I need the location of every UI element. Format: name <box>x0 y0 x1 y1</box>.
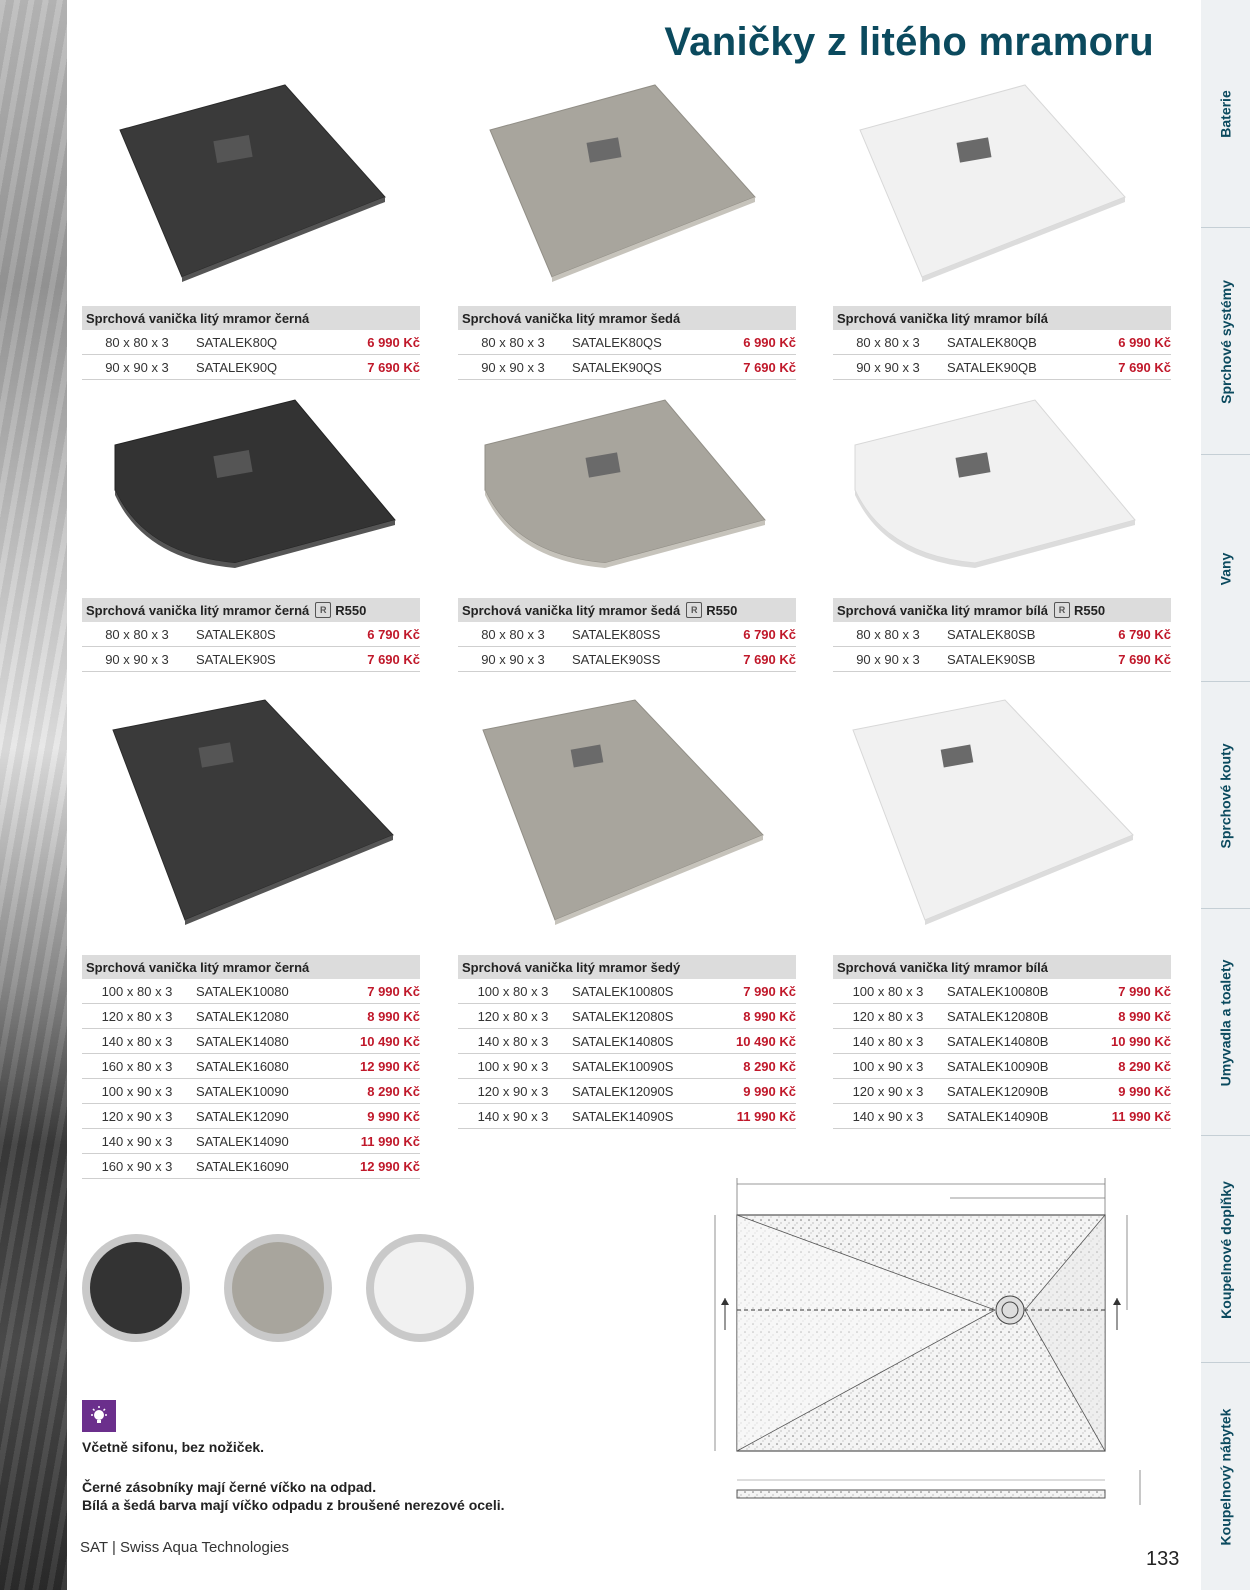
page-number: 133 <box>1146 1548 1180 1570</box>
tray-rect-white-image <box>845 695 1145 930</box>
table-row: 80 x 80 x 3 SATALEK80QS 6 990 Kč <box>458 330 796 355</box>
table-header: Sprchová vanička litý mramor šedá <box>458 306 796 330</box>
table-header: Sprchová vanička litý mramor černá <box>82 955 420 979</box>
side-tab-baterie[interactable]: Baterie <box>1217 89 1234 138</box>
side-tab-koupelnove-doplnky[interactable]: Koupelnové doplňky <box>1201 1135 1250 1363</box>
table-row: 120 x 80 x 3 SATALEK12080 8 990 Kč <box>82 1004 420 1029</box>
side-nav <box>1201 0 1250 1590</box>
table-header: Sprchová vanička litý mramor bílá <box>833 306 1171 330</box>
radius-icon: R <box>1054 602 1070 618</box>
table-row: 100 x 90 x 3 SATALEK10090B 8 290 Kč <box>833 1054 1171 1079</box>
radius-badge: R R550 <box>1054 602 1105 618</box>
lightbulb-icon <box>82 1400 116 1432</box>
table-row: 100 x 80 x 3 SATALEK10080 7 990 Kč <box>82 979 420 1004</box>
table-header: Sprchová vanička litý mramor bílá <box>833 955 1171 979</box>
table-header: Sprchová vanička litý mramor černá <box>82 306 420 330</box>
table-row: 80 x 80 x 3 SATALEK80Q 6 990 Kč <box>82 330 420 355</box>
swatch-black <box>82 1234 190 1342</box>
table-quadrant-white <box>833 598 1171 672</box>
tray-square-grey-image <box>480 80 770 285</box>
table-row: 120 x 80 x 3 SATALEK12080B 8 990 Kč <box>833 1004 1171 1029</box>
table-row: 120 x 90 x 3 SATALEK12090S 9 990 Kč <box>458 1079 796 1104</box>
note-steel-cap: Bílá a šedá barva mají víčko odpadu z broušené nerezové oceli. <box>82 1497 505 1513</box>
tray-square-black-image <box>110 80 400 285</box>
table-row: 90 x 90 x 3 SATALEK90S 7 690 Kč <box>82 647 420 672</box>
table-row: 140 x 80 x 3 SATALEK14080 10 490 Kč <box>82 1029 420 1054</box>
side-tab-vany[interactable]: Vany <box>1201 454 1250 682</box>
table-header: Sprchová vanička litý mramor černá R R550 <box>82 598 420 622</box>
table-row: 140 x 80 x 3 SATALEK14080S 10 490 Kč <box>458 1029 796 1054</box>
table-square-black <box>82 306 420 380</box>
table-row: 80 x 80 x 3 SATALEK80SB 6 790 Kč <box>833 622 1171 647</box>
table-header: Sprchová vanička litý mramor šedá R R550 <box>458 598 796 622</box>
radius-icon: R <box>315 602 331 618</box>
table-row: 100 x 80 x 3 SATALEK10080S 7 990 Kč <box>458 979 796 1004</box>
table-row: 120 x 90 x 3 SATALEK12090B 9 990 Kč <box>833 1079 1171 1104</box>
table-row: 120 x 90 x 3 SATALEK12090 9 990 Kč <box>82 1104 420 1129</box>
side-tab-sprchove-kouty[interactable]: Sprchové kouty <box>1201 681 1250 909</box>
table-row: 140 x 90 x 3 SATALEK14090B 11 990 Kč <box>833 1104 1171 1129</box>
tray-rect-grey-image <box>475 695 775 930</box>
table-row: 160 x 80 x 3 SATALEK16080 12 990 Kč <box>82 1054 420 1079</box>
table-row: 90 x 90 x 3 SATALEK90QS 7 690 Kč <box>458 355 796 380</box>
table-row: 90 x 90 x 3 SATALEK90QB 7 690 Kč <box>833 355 1171 380</box>
table-row: 90 x 90 x 3 SATALEK90Q 7 690 Kč <box>82 355 420 380</box>
side-tab-sprchove-systemy[interactable]: Sprchové systémy <box>1201 227 1250 455</box>
bathroom-photo-strip <box>0 0 67 1590</box>
radius-badge: R R550 <box>315 602 366 618</box>
technical-drawing <box>695 1170 1155 1515</box>
table-row: 100 x 80 x 3 SATALEK10080B 7 990 Kč <box>833 979 1171 1004</box>
table-header: Sprchová vanička litý mramor šedý <box>458 955 796 979</box>
note-siphon: Včetně sifonu, bez nožiček. <box>82 1439 265 1455</box>
table-quadrant-black <box>82 598 420 672</box>
side-tab-umyvadla[interactable]: Umyvadla a toalety <box>1201 908 1250 1136</box>
swatch-white <box>366 1234 474 1342</box>
tray-quadrant-black-image <box>105 395 405 575</box>
table-header: Sprchová vanička litý mramor bílá R R550 <box>833 598 1171 622</box>
table-quadrant-grey <box>458 598 796 672</box>
tray-rect-black-image <box>105 695 405 930</box>
table-row: 80 x 80 x 3 SATALEK80QB 6 990 Kč <box>833 330 1171 355</box>
table-row: 90 x 90 x 3 SATALEK90SB 7 690 Kč <box>833 647 1171 672</box>
table-row: 140 x 90 x 3 SATALEK14090 11 990 Kč <box>82 1129 420 1154</box>
tray-quadrant-grey-image <box>475 395 775 575</box>
radius-badge: R R550 <box>686 602 737 618</box>
table-rect-black <box>82 955 420 1179</box>
table-row: 90 x 90 x 3 SATALEK90SS 7 690 Kč <box>458 647 796 672</box>
page-title: Vaničky z litého mramoru <box>664 20 1154 64</box>
table-row: 140 x 80 x 3 SATALEK14080B 10 990 Kč <box>833 1029 1171 1054</box>
table-row: 80 x 80 x 3 SATALEK80SS 6 790 Kč <box>458 622 796 647</box>
table-row: 100 x 90 x 3 SATALEK10090S 8 290 Kč <box>458 1054 796 1079</box>
table-rect-white <box>833 955 1171 1129</box>
tray-quadrant-white-image <box>845 395 1145 575</box>
table-row: 160 x 90 x 3 SATALEK16090 12 990 Kč <box>82 1154 420 1179</box>
footer-brand: SAT | Swiss Aqua Technologies <box>80 1539 290 1556</box>
side-tab-koupelnovy-nabytek[interactable]: Koupelnový nábytek <box>1201 1362 1250 1591</box>
swatch-grey <box>224 1234 332 1342</box>
table-row: 100 x 90 x 3 SATALEK10090 8 290 Kč <box>82 1079 420 1104</box>
tray-square-white-image <box>850 80 1140 285</box>
table-row: 120 x 80 x 3 SATALEK12080S 8 990 Kč <box>458 1004 796 1029</box>
table-row: 80 x 80 x 3 SATALEK80S 6 790 Kč <box>82 622 420 647</box>
table-square-grey <box>458 306 796 380</box>
note-black-cap: Černé zásobníky mají černé víčko na odpad. <box>82 1479 377 1495</box>
table-square-white <box>833 306 1171 380</box>
table-row: 140 x 90 x 3 SATALEK14090S 11 990 Kč <box>458 1104 796 1129</box>
radius-icon: R <box>686 602 702 618</box>
table-rect-grey <box>458 955 796 1129</box>
